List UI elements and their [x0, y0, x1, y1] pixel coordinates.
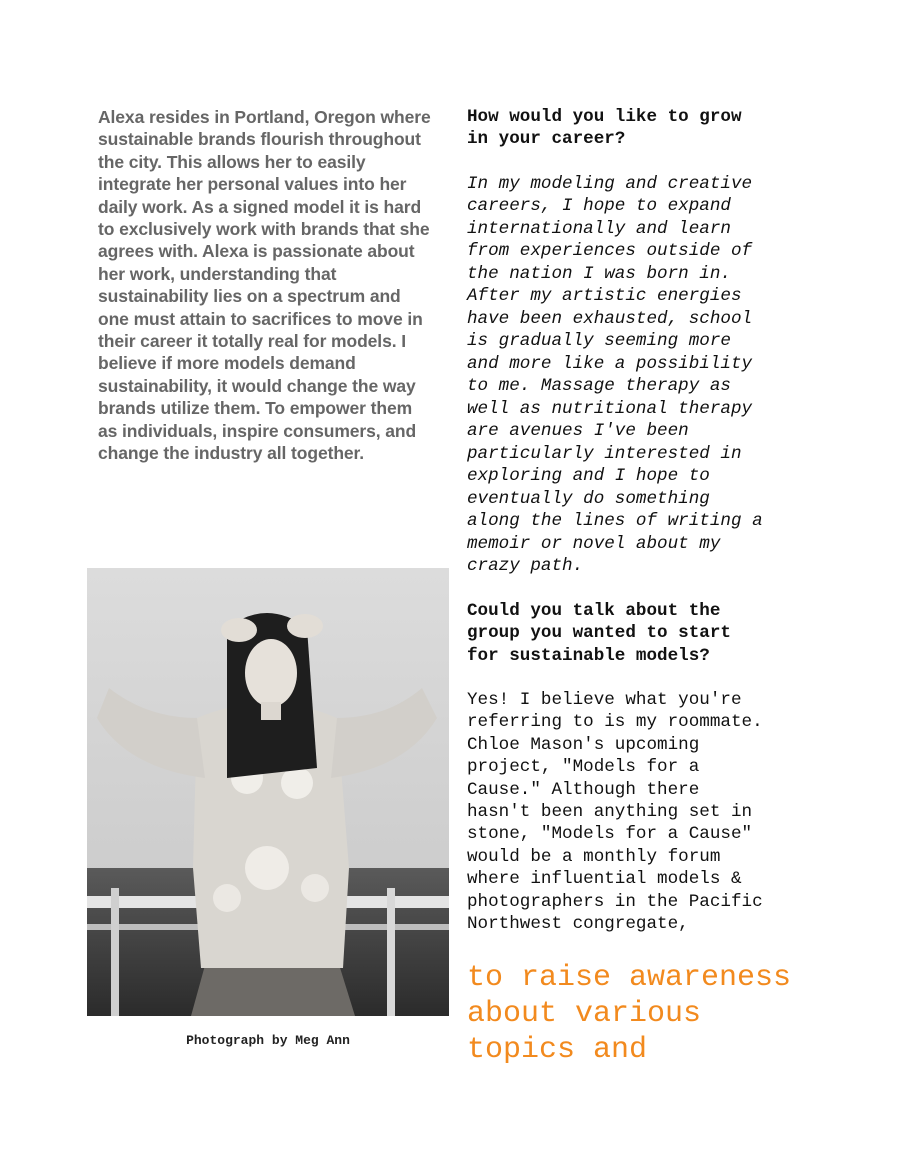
portrait-photograph — [87, 568, 449, 1016]
portrait-photo-illustration — [87, 568, 449, 1016]
question-heading: How would you like to grow in your career? — [467, 107, 742, 150]
interview-column — [467, 106, 827, 1068]
bio-paragraph: Alexa resides in Portland, Oregon where sustainable brands flourish throughout the city. This allows her to easily integrate her personal values into her daily work. As a signed model it is hard to exclusively work with brands that she agrees with. Alexa is passionate about her work, understanding that sustainability lies on a spectrum and one must attain to sacrifices to move in their career it totally real for models. I believe if more models demand sustainability, it would change the way brands utilize them. To empower them as individuals, inspire consumers, and change the industry all together. — [98, 107, 431, 464]
question-heading: Could you talk about the group you wanted to start for sustainable models? — [467, 600, 731, 666]
answer-paragraph: In my modeling and creative careers, I hope to expand internationally and learn from experiences outside of the nation I was born in. After my artistic energies have been exhausted, school is gradually seeming more and more like a possibility to me. Massage therapy as well as nutritional therapy are avenues I've been particularly interested in exploring and I hope to eventually do something along the lines of writing a memoir or novel about my crazy path. — [467, 173, 763, 577]
pull-quote: to raise awareness about various topics and — [467, 960, 792, 1067]
photo-caption: Photograph by Meg Ann — [186, 1033, 350, 1048]
answer-paragraph: Yes! I believe what you're referring to is my roommate. Chloe Mason's upcoming project, "Models for a Cause." Although there hasn't been anything set in stone, "Models for a Cause" would be a monthly forum where influential models & photographers in the Pacific Northwest congregate, — [467, 690, 763, 935]
